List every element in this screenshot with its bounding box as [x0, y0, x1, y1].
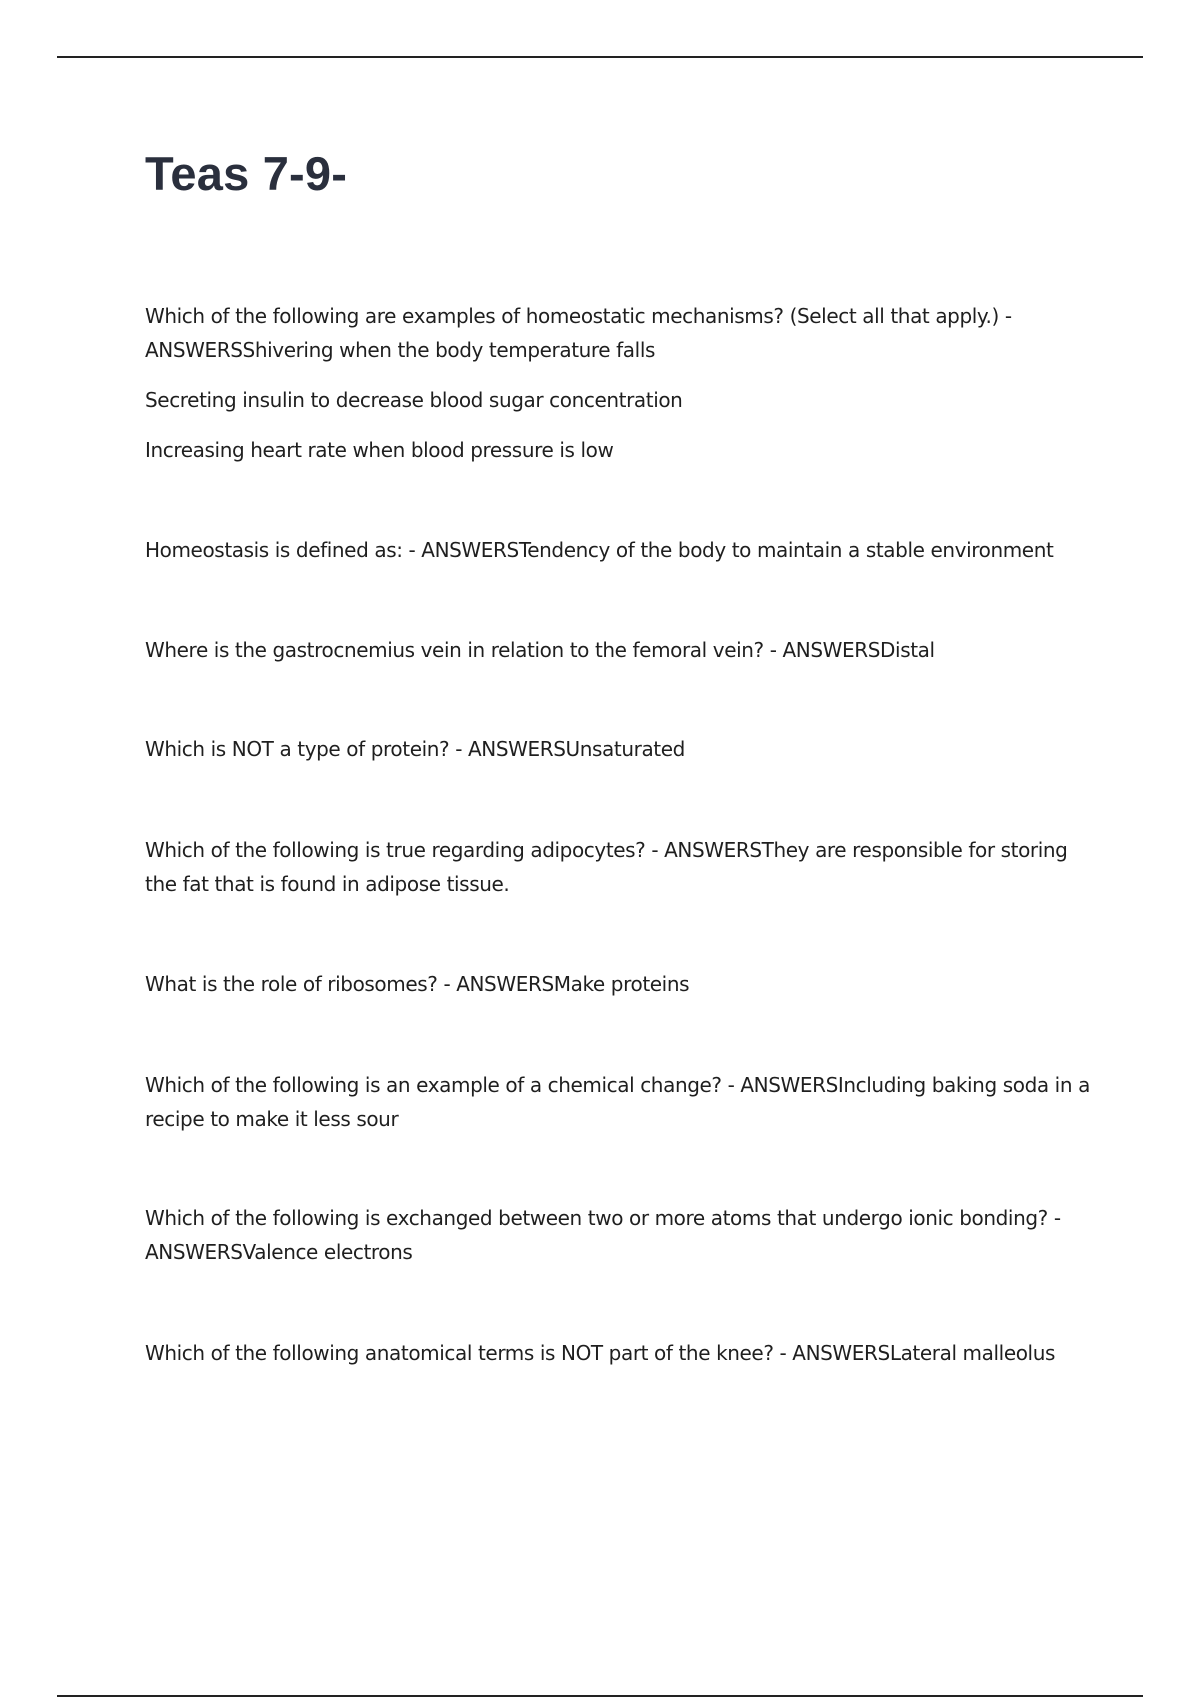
document-title: Teas 7-9- [145, 147, 348, 200]
qa-item-text: Which of the following is an example of a chemical change? - ANSWERSIncluding baking soda in a recipe to make it less sour [145, 1073, 1090, 1131]
top-rule [57, 56, 1143, 58]
qa-item-text: Homeostasis is defined as: - ANSWERSTendency of the body to maintain a stable environment [145, 538, 1054, 562]
qa-item-extra: Secreting insulin to decrease blood sugar concentration [145, 388, 683, 412]
qa-item-8 [145, 1201, 1095, 1269]
qa-item-9 [145, 1336, 1095, 1370]
qa-item-2 [145, 533, 1095, 567]
qa-item-text: Which of the following are examples of homeostatic mechanisms? (Select all that apply.) - ANSWERSShivering when the body temperature falls [145, 304, 1012, 362]
qa-item-text: Which of the following is exchanged between two or more atoms that undergo ionic bonding? - ANSWERSValence electrons [145, 1206, 1061, 1264]
qa-item-text: Where is the gastrocnemius vein in relation to the femoral vein? - ANSWERSDistal [145, 638, 935, 662]
bottom-rule [57, 1695, 1143, 1697]
qa-item-4 [145, 732, 1095, 766]
qa-item-text: Which is NOT a type of protein? - ANSWERSUnsaturated [145, 737, 685, 761]
qa-item-text: Which of the following anatomical terms is NOT part of the knee? - ANSWERSLateral malleolus [145, 1341, 1056, 1365]
qa-item-6 [145, 967, 1095, 1001]
qa-item-text: Which of the following is true regarding adipocytes? - ANSWERSThey are responsible for storing the fat that is found in adipose tissue. [145, 838, 1068, 896]
qa-item-3 [145, 633, 1095, 667]
qa-item-1 [145, 299, 1095, 467]
qa-item-5 [145, 833, 1095, 901]
qa-item-7 [145, 1068, 1095, 1136]
qa-item-extra: Increasing heart rate when blood pressure is low [145, 438, 614, 462]
qa-item-text: What is the role of ribosomes? - ANSWERSMake proteins [145, 972, 690, 996]
